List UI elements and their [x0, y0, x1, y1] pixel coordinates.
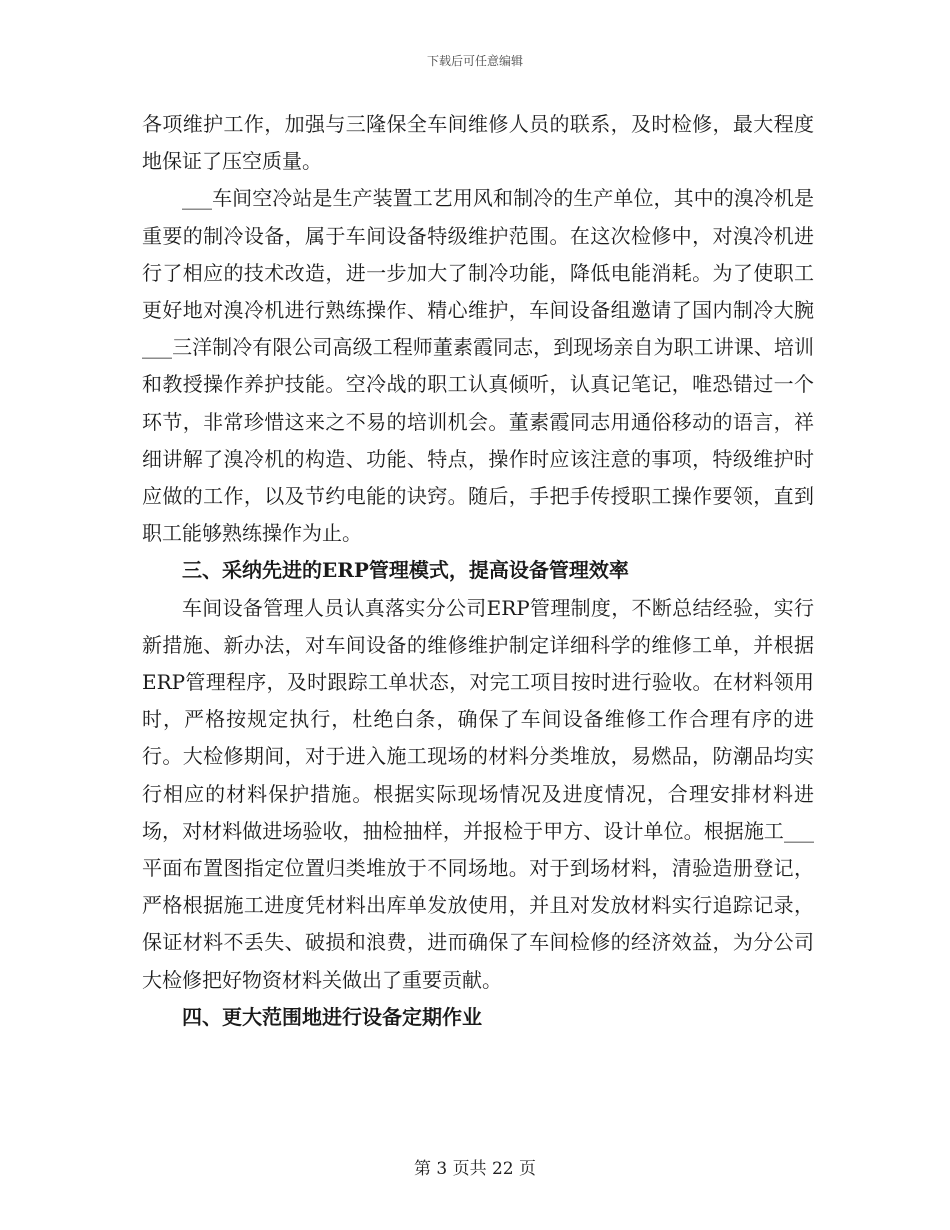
document-body — [142, 106, 814, 1036]
paragraph-erp-management: 车间设备管理人员认真落实分公司ERP管理制度，不断总结经验，实行新措施、新办法，对车间设备的维修维护制定详细科学的维修工单，并根据ERP管理程序，及时跟踪工单状态，对完工项目按时进行验收。在材料领用时，严格按规定执行，杜绝白条，确保了车间设备维修工作合理有序的进行。大检修期间，对于进入施工现场的材料分类堆放，易燃品，防潮品均实行相应的材料保护措施。根据实际现场情况及进度情况，合理安排材料进场，对材料做进场验收，抽检抽样，并报检于甲方、设计单位。根据施工___平面布置图指定位置归类堆放于不同场地。对于到场材料，清验造册登记，严格根据施工进度凭材料出库单发放使用，并且对发放材料实行追踪记录，保证材料不丢失、破损和浪费，进而确保了车间检修的经济效益，为分公司大检修把好物资材料关做出了重要贡献。 — [142, 595, 814, 992]
paragraph-bromine-chiller: ___车间空冷站是生产装置工艺用风和制冷的生产单位，其中的溴冷机是重要的制冷设备，属于车间设备特级维护范围。在这次检修中，对溴冷机进行了相应的技术改造，进一步加大了制冷功能，降低电能消耗。为了使职工更好地对溴冷机进行熟练操作、精心维护，车间设备组邀请了国内制冷大腕___三洋制冷有限公司高级工程师董素霞同志，到现场亲自为职工讲课、培训和教授操作养护技能。空冷战的职工认真倾听，认真记笔记，唯恐错过一个环节，非常珍惜这来之不易的培训机会。董素霞同志用通俗移动的语言，祥细讲解了溴冷机的构造、功能、特点，操作时应该注意的事项，特级维护时应做的工作，以及节约电能的诀窍。随后，手把手传授职工操作要领，直到职工能够熟练操作为止。 — [142, 186, 814, 546]
section-heading-4: 四、更大范围地进行设备定期作业 — [182, 1004, 482, 1029]
paragraph-continuation: 各项维护工作，加强与三隆保全车间维修人员的联系，及时检修，最大程度地保证了压空质量。 — [142, 112, 814, 174]
page-number-footer: 第 3 页共 22 页 — [413, 1159, 537, 1179]
section-heading-3: 三、采纳先进的ERP管理模式，提高设备管理效率 — [182, 558, 629, 583]
page-header-note: 下载后可任意编辑 — [426, 54, 523, 68]
